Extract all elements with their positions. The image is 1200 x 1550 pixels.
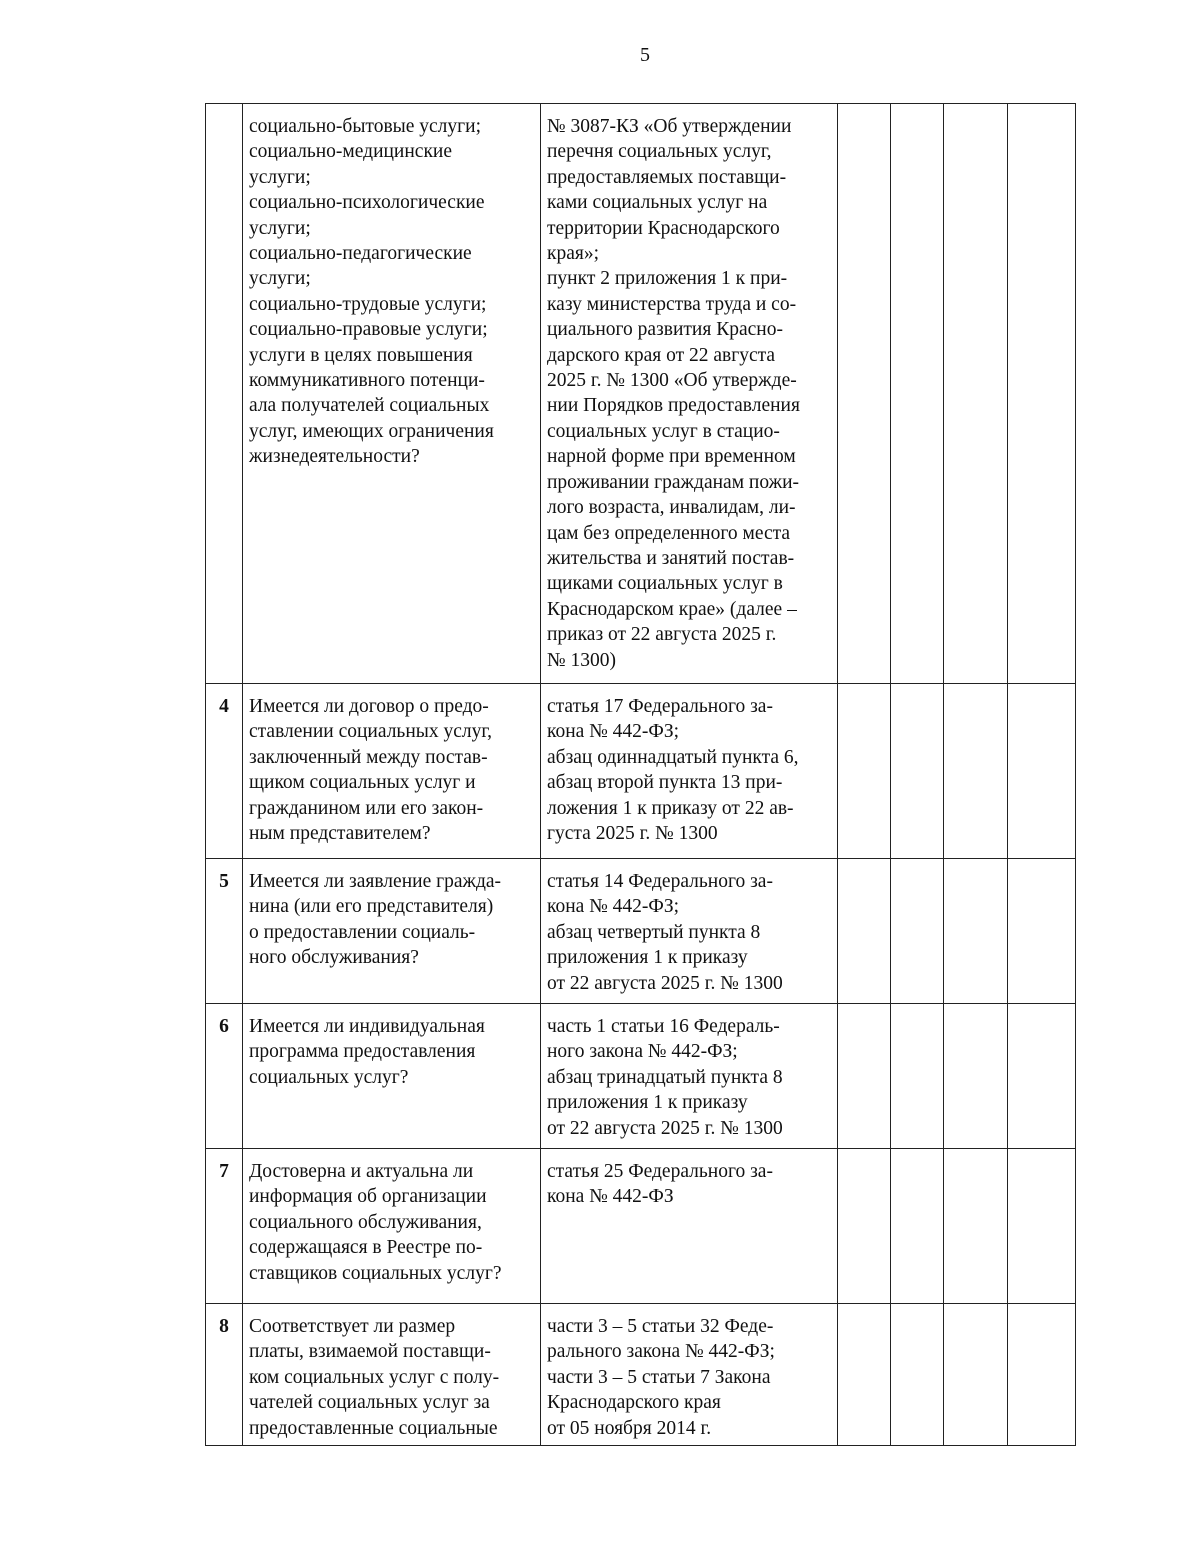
table-row — [206, 684, 1076, 859]
answer-cell-yes — [838, 684, 891, 859]
question-cell: Соответствует ли размер платы, взимаемой поставщи- ком социальных услуг с полу- чателей социальных услуг за предоставленные социальные — [243, 1304, 541, 1446]
question-cell: социально-бытовые услуги; социально-медицинские услуги; социально-психологические услуги; социально-педагогические услуги; социально-трудовые услуги; социально-правовые услуги; услуги в целях повышения коммуникативного потенци- ала получателей социальных услуг, имеющих ограничения жизнедеятельности? — [243, 104, 541, 684]
table-row — [206, 859, 1076, 1004]
answer-cell-no — [891, 104, 944, 684]
row-number: 5 — [206, 859, 243, 1004]
page-number: 5 — [640, 44, 650, 66]
answer-cell-yes — [838, 1149, 891, 1304]
question-cell: Имеется ли заявление гражда- нина (или его представителя) о предоставлении социаль- ного обслуживания? — [243, 859, 541, 1004]
row-number: 6 — [206, 1004, 243, 1149]
note-cell — [1008, 684, 1076, 859]
row-number: 4 — [206, 684, 243, 859]
note-cell — [1008, 859, 1076, 1004]
answer-cell-no — [891, 1304, 944, 1446]
note-cell — [1008, 1304, 1076, 1446]
note-cell — [1008, 104, 1076, 684]
table-row — [206, 104, 1076, 684]
answer-cell-no — [891, 859, 944, 1004]
answer-cell-yes — [838, 1004, 891, 1149]
table-row — [206, 1149, 1076, 1304]
answer-cell-na — [944, 859, 1008, 1004]
reference-cell: статья 17 Федерального за- кона № 442-ФЗ; абзац одиннадцатый пункта 6, абзац второй пункта 13 при- ложения 1 к приказу от 22 ав- густа 2025 г. № 1300 — [541, 684, 838, 859]
answer-cell-yes — [838, 859, 891, 1004]
answer-cell-no — [891, 1149, 944, 1304]
reference-cell: № 3087-КЗ «Об утверждении перечня социальных услуг, предоставляемых поставщи- ками социальных услуг на территории Краснодарского края»; пункт 2 приложения 1 к при- казу министерства труда и со- циального развития Красно- дарского края от 22 августа 2025 г. № 1300 «Об утвержде- нии Порядков предоставления социальных услуг в стацио- нарной форме при временном проживании гражданам пожи- лого возраста, инвалидам, ли- цам без определенного места жительства и занятий постав- щиками социальных услуг в Краснодарском крае» (далее – приказ от 22 августа 2025 г. № 1300) — [541, 104, 838, 684]
answer-cell-na — [944, 684, 1008, 859]
question-cell: Имеется ли индивидуальная программа предоставления социальных услуг? — [243, 1004, 541, 1149]
reference-cell: части 3 – 5 статьи 32 Феде- рального закона № 442-ФЗ; части 3 – 5 статьи 7 Закона Краснодарского края от 05 ноября 2014 г. — [541, 1304, 838, 1446]
question-cell: Имеется ли договор о предо- ставлении социальных услуг, заключенный между постав- щиком социальных услуг и гражданином или его закон- ным представителем? — [243, 684, 541, 859]
answer-cell-na — [944, 104, 1008, 684]
answer-cell-na — [944, 1304, 1008, 1446]
answer-cell-yes — [838, 1304, 891, 1446]
answer-cell-na — [944, 1149, 1008, 1304]
reference-cell: статья 25 Федерального за- кона № 442-ФЗ — [541, 1149, 838, 1304]
row-number — [206, 104, 243, 684]
question-cell: Достоверна и актуальна ли информация об организации социального обслуживания, содержащаяся в Реестре по- ставщиков социальных услуг? — [243, 1149, 541, 1304]
answer-cell-yes — [838, 104, 891, 684]
answer-cell-na — [944, 1004, 1008, 1149]
row-number: 7 — [206, 1149, 243, 1304]
checklist-table — [205, 103, 1076, 1446]
note-cell — [1008, 1004, 1076, 1149]
answer-cell-no — [891, 684, 944, 859]
row-number: 8 — [206, 1304, 243, 1446]
note-cell — [1008, 1149, 1076, 1304]
reference-cell: статья 14 Федерального за- кона № 442-ФЗ; абзац четвертый пункта 8 приложения 1 к приказу от 22 августа 2025 г. № 1300 — [541, 859, 838, 1004]
table-row — [206, 1304, 1076, 1446]
table-row — [206, 1004, 1076, 1149]
answer-cell-no — [891, 1004, 944, 1149]
reference-cell: часть 1 статьи 16 Федераль- ного закона № 442-ФЗ; абзац тринадцатый пункта 8 приложения 1 к приказу от 22 августа 2025 г. № 1300 — [541, 1004, 838, 1149]
